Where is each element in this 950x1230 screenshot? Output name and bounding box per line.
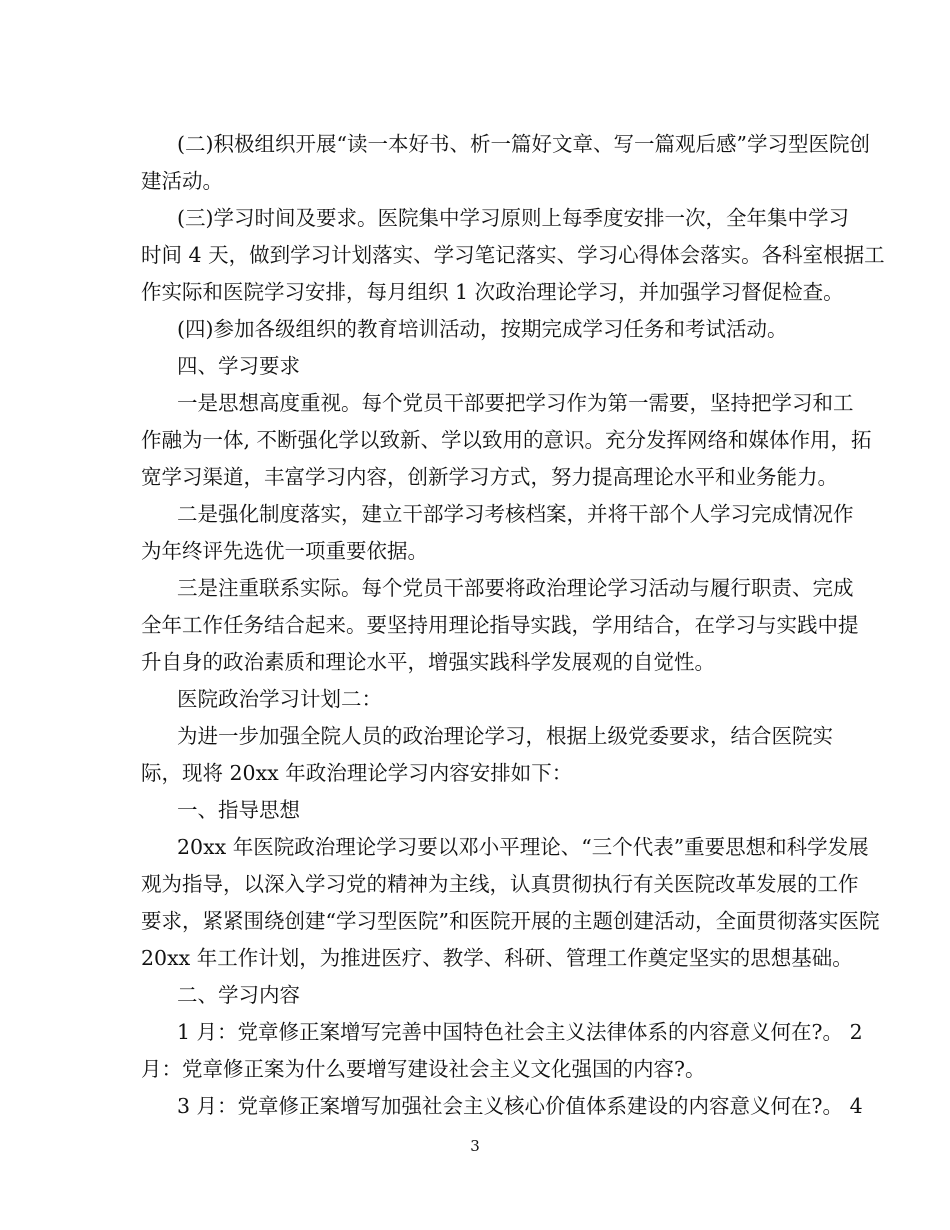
text-line: 月：党章修正案为什么要增写建设社会主义文化强国的内容?。 [141,1057,706,1081]
text-line: 3 月：党章修正案增写加强社会主义核心价值体系建设的内容意义何在?。 4 [177,1094,863,1118]
text-line: 为进一步加强全院人员的政治理论学习，根据上级党委要求，结合医院实 [177,724,833,748]
text-line: (二)积极组织开展“读一本好书、析一篇好文章、写一篇观后感”学习型医院创 [177,132,870,156]
text-line: 建活动。 [141,169,223,193]
text-line: (四)参加各级组织的教育培训活动，按期完成学习任务和考试活动。 [177,317,788,341]
text-line: 升自身的政治素质和理论水平，增强实践科学发展观的自觉性。 [141,650,715,674]
text-line: 20xx 年医院政治理论学习要以邓小平理论、“三个代表”重要思想和科学发展 [177,835,869,859]
text-line: 三是注重联系实际。每个党员干部要将政治理论学习活动与履行职责、完成 [177,576,854,600]
text-line: 二、学习内容 [177,983,300,1007]
text-line: 要求，紧紧围绕创建“学习型医院”和医院开展的主题创建活动，全面贯彻落实医院 [141,909,880,933]
text-line: 为年终评先选优一项重要依据。 [141,539,428,563]
document-body [141,126,885,1125]
text-line: 全年工作任务结合起来。要坚持用理论指导实践，学用结合，在学习与实践中提 [141,613,859,637]
text-line: 作实际和医院学习安排，每月组织 1 次政治理论学习，并加强学习督促检查。 [141,280,844,304]
text-line: 二是强化制度落实，建立干部学习考核档案，并将干部个人学习完成情况作 [177,502,854,526]
text-line: 1 月：党章修正案增写完善中国特色社会主义法律体系的内容意义何在?。 2 [177,1020,863,1044]
text-line: (三)学习时间及要求。医院集中学习原则上每季度安排一次，全年集中学习 [177,206,849,230]
text-line: 时间 4 天，做到学习计划落实、学习笔记落实、学习心得体会落实。各科室根据工 [141,243,885,267]
text-line: 际，现将 20xx 年政治理论学习内容安排如下： [141,761,573,785]
text-line: 宽学习渠道，丰富学习内容，创新学习方式，努力提高理论水平和业务能力。 [141,465,838,489]
text-line: 一、指导思想 [177,798,300,822]
text-line: 作融为一体, 不断强化学以致新、学以致用的意识。充分发挥网络和媒体作用，拓 [141,428,872,452]
text-line: 观为指导，以深入学习党的精神为主线，认真贯彻执行有关医院改革发展的工作 [141,872,859,896]
page-number: 3 [470,1137,480,1155]
text-line: 四、学习要求 [177,354,300,378]
text-line: 一是思想高度重视。每个党员干部要把学习作为第一需要，坚持把学习和工 [177,391,854,415]
text-line: 20xx 年工作计划，为推进医疗、教学、科研、管理工作奠定坚实的思想基础。 [141,946,853,970]
text-line: 医院政治学习计划二： [177,687,382,711]
